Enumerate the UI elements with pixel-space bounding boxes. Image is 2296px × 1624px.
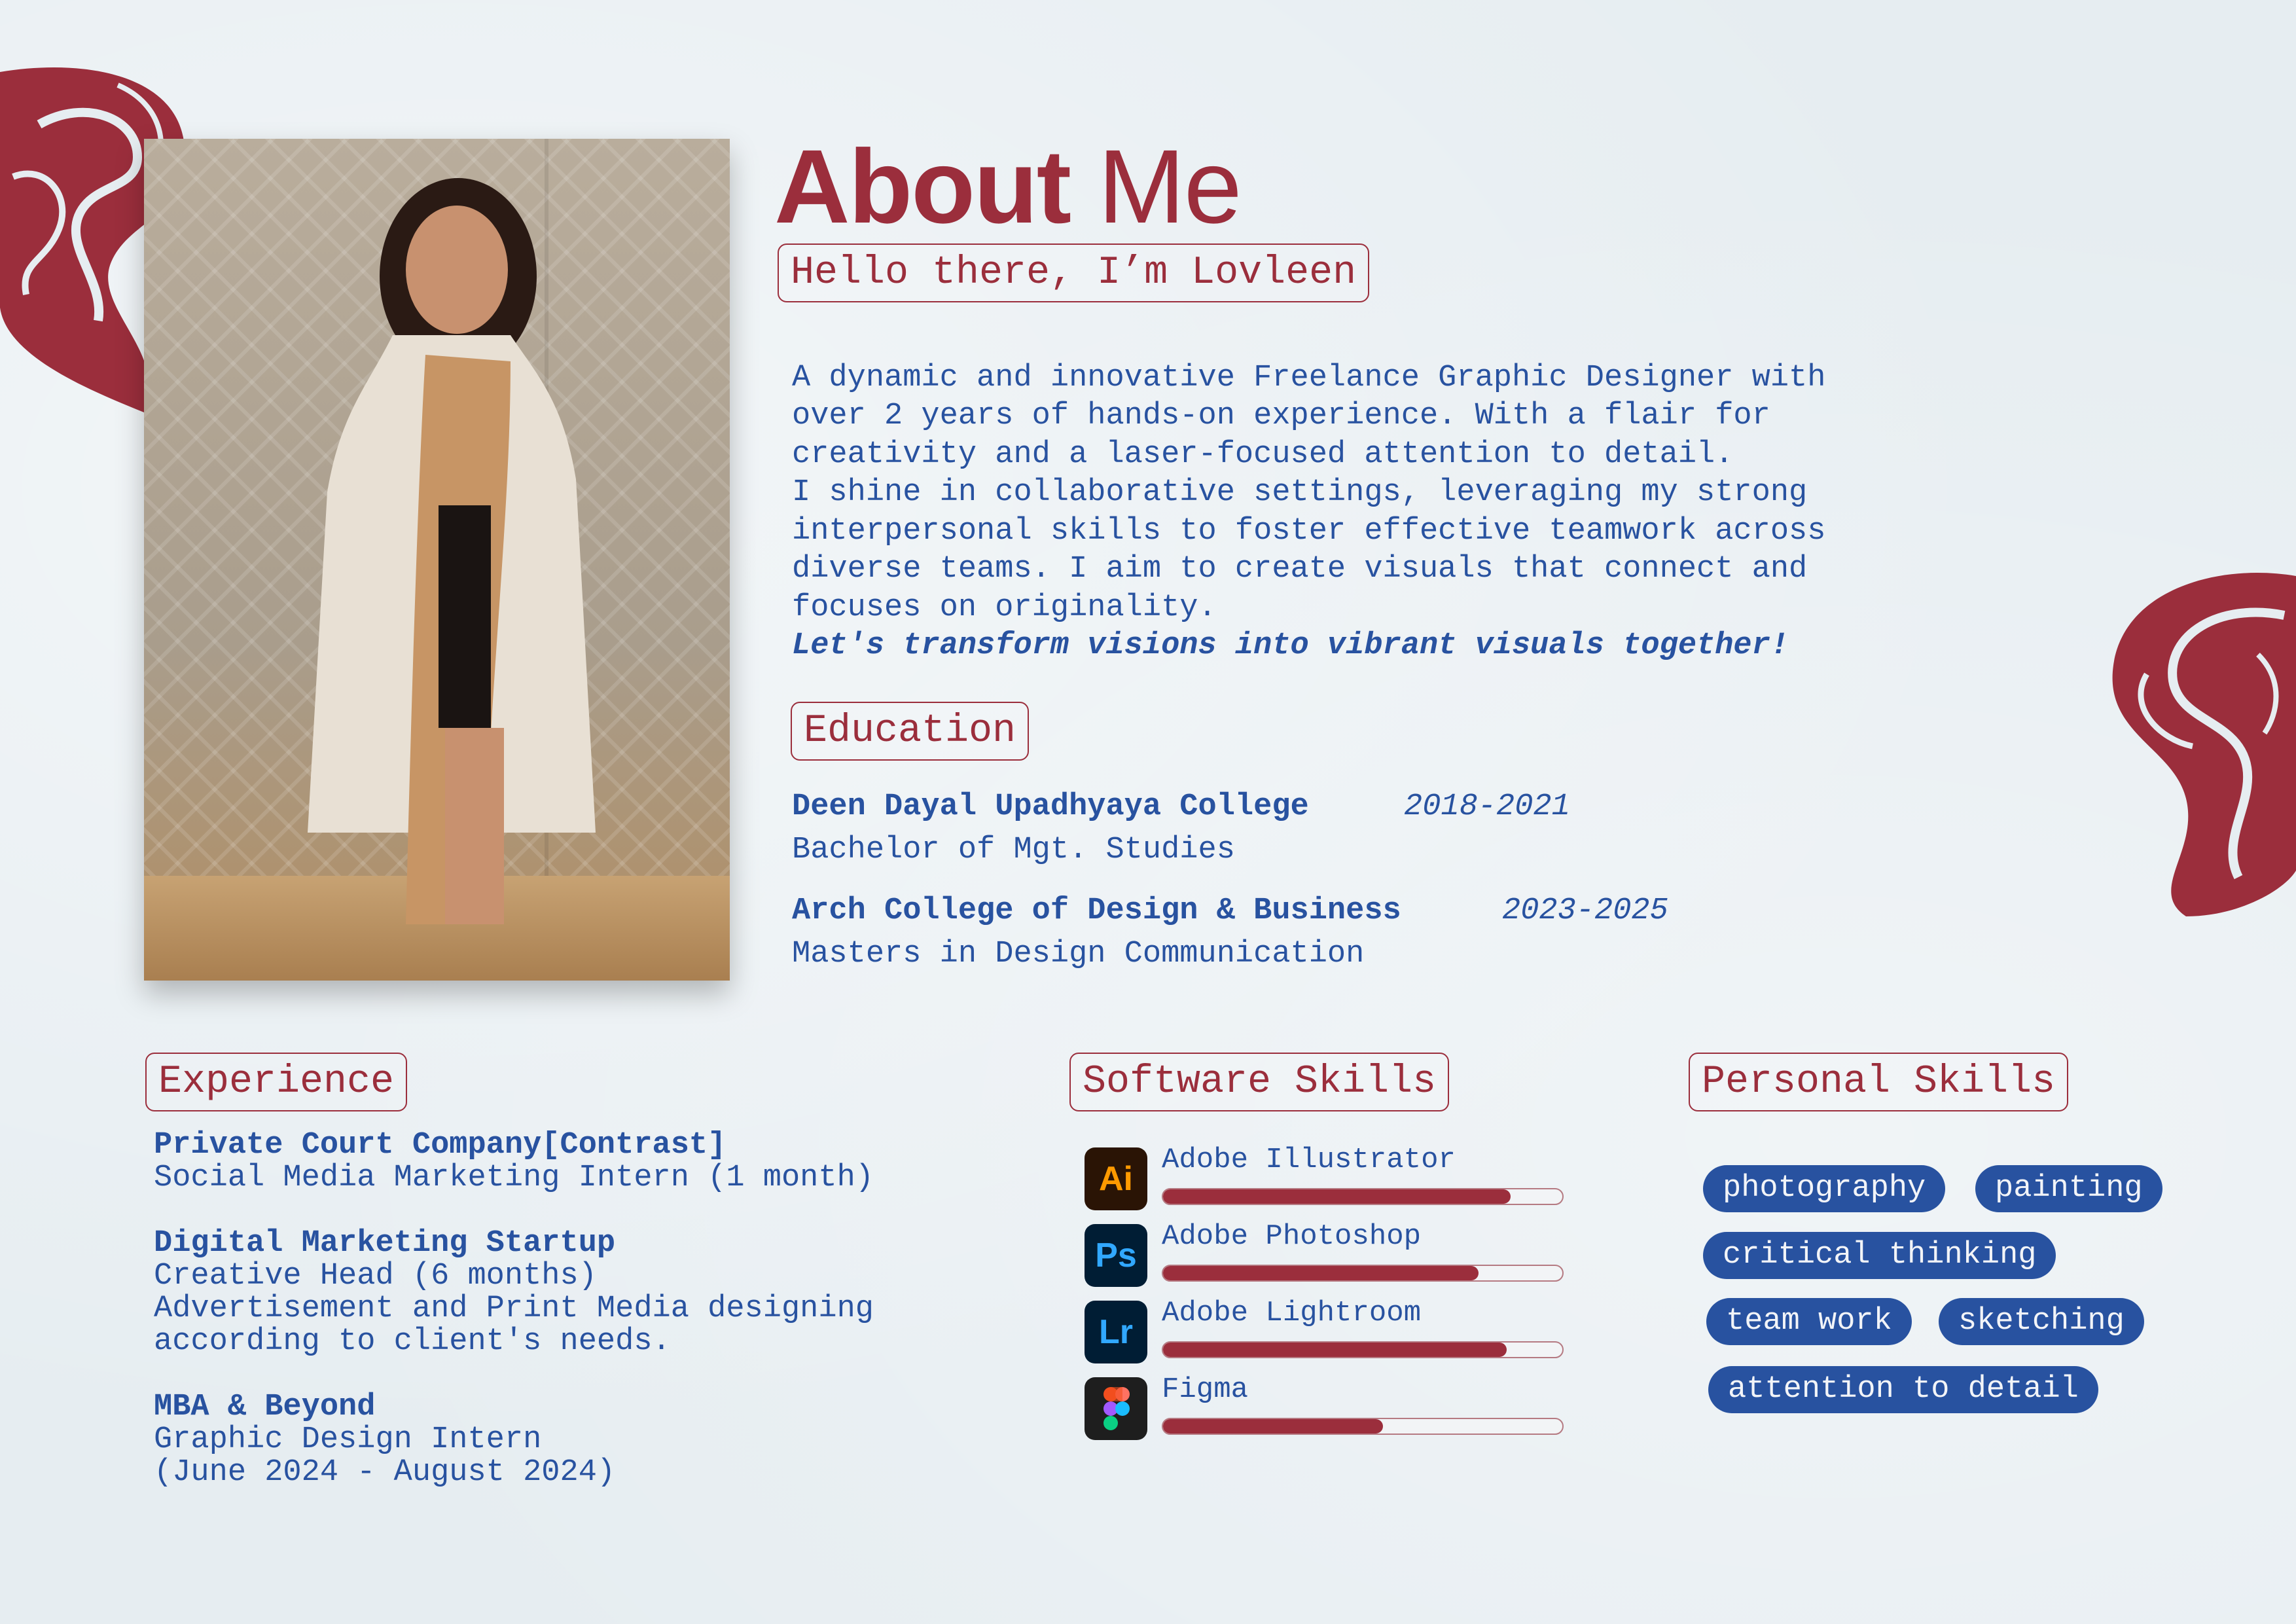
role-line: according to client's needs. [154,1324,671,1359]
school-name: Arch College of Design & Business [792,893,1401,928]
intro-tagline: Let's transform visions into vibrant visuals together! [792,628,1789,663]
company-name: Private Court Company[Contrast] [154,1128,726,1163]
company-name: MBA & Beyond [154,1390,376,1424]
skill-tag: photography [1703,1165,1945,1212]
education-item [792,890,1668,976]
degree: Bachelor of Mgt. Studies [792,833,1235,867]
role-line: Social Media Marketing Intern (1 month) [154,1161,874,1195]
page-title [774,128,1241,245]
photoshop-icon: Ps [1085,1224,1147,1287]
skill-tag: sketching [1939,1298,2144,1345]
illustrator-icon: Ai [1085,1147,1147,1210]
portrait-photo [144,139,730,981]
personal-heading: Personal Skills [1689,1053,2068,1111]
degree: Masters in Design Communication [792,937,1365,971]
role-line: Graphic Design Intern [154,1422,542,1457]
skill-tag: attention to detail [1708,1366,2098,1413]
role-line: Creative Head (6 months) [154,1259,597,1293]
experience-item [154,1227,874,1358]
skill-tag: team work [1706,1298,1912,1345]
greeting-box: Hello there, I’m Lovleen [778,244,1369,302]
lightroom-icon: Lr [1085,1301,1147,1363]
education-years: 2018-2021 [1404,789,1570,824]
skill-tag: painting [1975,1165,2162,1212]
skill-level-bar [1162,1418,1564,1435]
marbled-swirl-right [2088,563,2296,923]
role-line: (June 2024 - August 2024) [154,1455,616,1490]
company-name: Digital Marketing Startup [154,1226,616,1261]
role-line: Advertisement and Print Media designing [154,1291,874,1326]
title-bold: About [774,128,1071,245]
skill-level-fill [1163,1189,1511,1204]
skill-name: Adobe Lightroom [1162,1297,1422,1329]
skill-level-bar [1162,1265,1564,1282]
figma-icon [1085,1377,1147,1440]
skill-name: Adobe Illustrator [1162,1144,1456,1176]
skill-level-fill [1163,1419,1383,1434]
skill-level-bar [1162,1188,1564,1205]
skill-name: Adobe Photoshop [1162,1220,1422,1253]
intro-body: A dynamic and innovative Freelance Graphic Designer with over 2 years of hands-on experience. With a flair for creativity and a laser-focused attention to detail. I shine in collaborative settings, leveraging my strong interpersonal skills to foster effective teamwork across diverse teams. I aim to create visuals that connect and focuses on originality. [792,360,1826,625]
education-years: 2023-2025 [1502,893,1668,928]
education-item [792,785,1570,872]
skill-tag: critical thinking [1703,1232,2056,1279]
title-regular: Me [1098,128,1241,245]
skill-level-fill [1163,1266,1479,1280]
skill-level-fill [1163,1343,1507,1357]
software-heading: Software Skills [1069,1053,1449,1111]
experience-item [154,1129,874,1195]
experience-list [154,1129,874,1522]
skill-name: Figma [1162,1373,1249,1406]
experience-heading: Experience [145,1053,407,1111]
intro-text [792,321,1918,704]
education-heading: Education [791,702,1029,761]
skill-level-bar [1162,1341,1564,1358]
experience-item [154,1391,874,1489]
school-name: Deen Dayal Upadhyaya College [792,789,1309,824]
